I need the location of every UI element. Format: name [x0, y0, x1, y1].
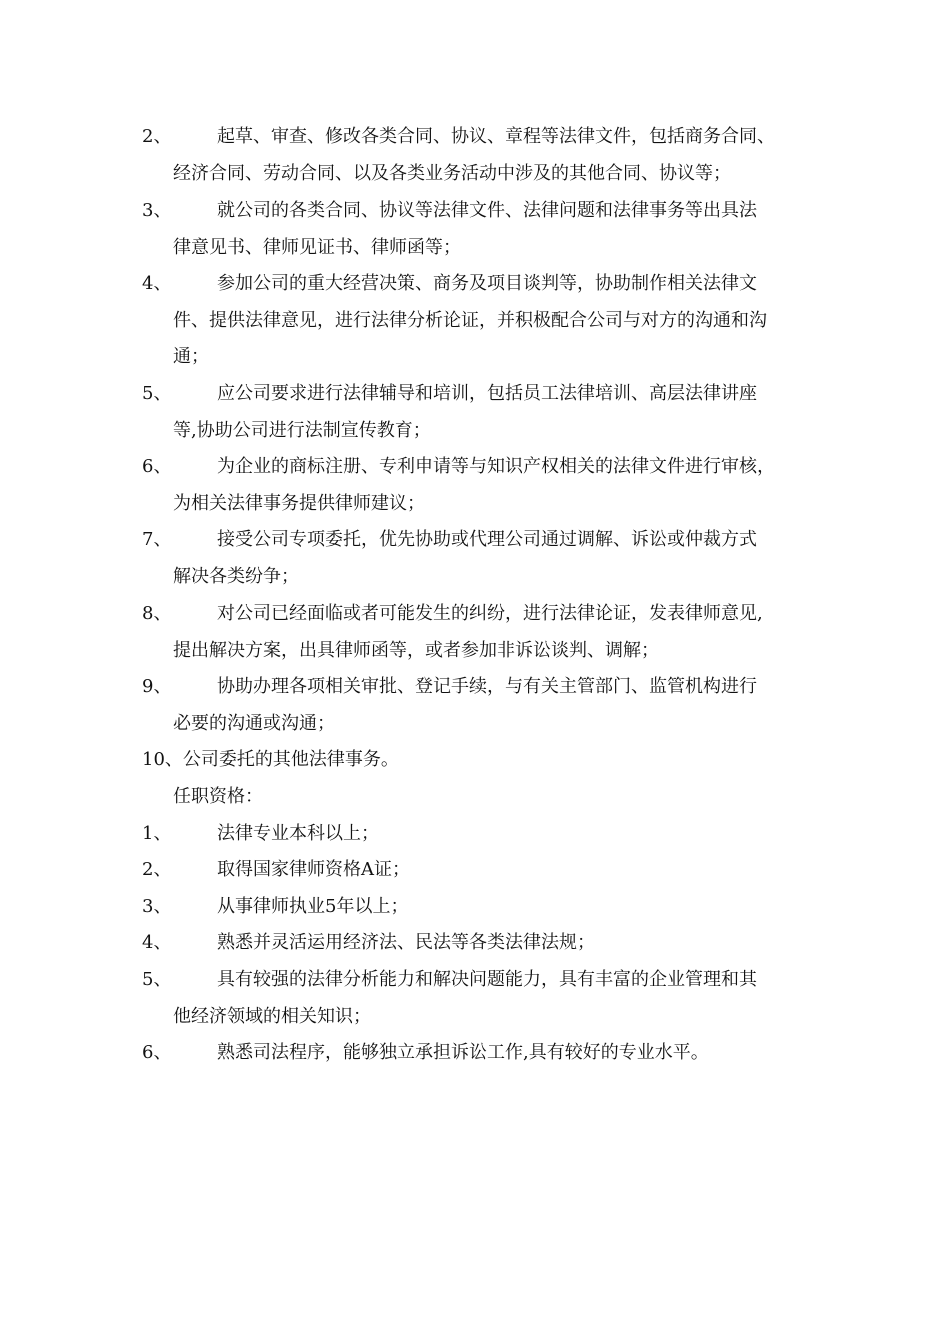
- qualification-item-4: [142, 925, 822, 962]
- item-text-line: 经济合同、劳动合同、以及各类业务活动中涉及的其他合同、协议等；: [173, 162, 731, 184]
- duty-item-10: 10、公司委托的其他法律事务。: [142, 749, 399, 770]
- item-number: 2、: [142, 859, 172, 880]
- item-number: 3、: [142, 200, 172, 221]
- duty-item-8: [142, 596, 822, 669]
- item-number: 5、: [142, 383, 172, 404]
- item-number: 5、: [142, 969, 172, 990]
- item-text-line: 件、提供法律意见，进行法律分析论证，并积极配合公司与对方的沟通和沟: [173, 309, 767, 331]
- qualification-item-3: [142, 889, 822, 926]
- duty-item-2: [142, 119, 822, 192]
- item-number: 3、: [142, 896, 172, 917]
- item-number: 8、: [142, 603, 172, 624]
- item-text-line: 就公司的各类合同、协议等法律文件、法律问题和法律事务等出具法: [217, 200, 757, 221]
- qualification-item-1: [142, 816, 822, 853]
- item-text-line: 具有较强的法律分析能力和解决问题能力，具有丰富的企业管理和其: [217, 969, 757, 990]
- qualification-item-6: [142, 1035, 822, 1072]
- item-number: 4、: [142, 273, 172, 294]
- item-text-line: 从事律师执业5年以上；: [217, 896, 409, 917]
- item-number: 6、: [142, 456, 172, 477]
- item-text-line: 必要的沟通或沟通；: [173, 712, 335, 734]
- qualifications-heading: 任职资格：: [173, 786, 263, 807]
- item-text-line: 他经济领域的相关知识；: [173, 1005, 371, 1027]
- item-number: 4、: [142, 932, 172, 953]
- qualification-item-2: [142, 852, 822, 889]
- item-text-line: 参加公司的重大经营决策、商务及项目谈判等，协助制作相关法律文: [217, 273, 757, 294]
- qualification-item-5: [142, 962, 822, 1035]
- item-text-line: 起草、审查、修改各类合同、协议、章程等法律文件，包括商务合同、: [217, 126, 775, 147]
- duty-item-3: [142, 193, 822, 266]
- duty-item-7: [142, 522, 822, 595]
- duty-item-5: [142, 376, 822, 449]
- item-text-line: 提出解决方案，出具律师函等，或者参加非诉讼谈判、调解；: [173, 639, 659, 661]
- item-number: 1、: [142, 823, 172, 844]
- item-text-line: 为相关法律事务提供律师建议；: [173, 492, 425, 514]
- item-text-line: 熟悉司法程序，能够独立承担诉讼工作,具有较好的专业水平。: [217, 1042, 709, 1063]
- item-number: 2、: [142, 126, 172, 147]
- item-text-line: 应公司要求进行法律辅导和培训，包括员工法律培训、高层法律讲座: [217, 383, 757, 404]
- item-text-line: 为企业的商标注册、专利申请等与知识产权相关的法律文件进行审核，: [217, 456, 775, 477]
- item-text-line: 等,协助公司进行法制宣传教育；: [173, 419, 431, 441]
- item-text-line: 通；: [173, 346, 209, 368]
- duty-item-9: [142, 669, 822, 742]
- item-text-line: 律意见书、律师见证书、律师函等；: [173, 236, 461, 258]
- item-text-line: 法律专业本科以上；: [217, 823, 379, 844]
- item-text-line: 取得国家律师资格A证；: [217, 859, 410, 880]
- item-text-line: 接受公司专项委托，优先协助或代理公司通过调解、诉讼或仲裁方式: [217, 529, 757, 550]
- item-text-line: 对公司已经面临或者可能发生的纠纷，进行法律论证，发表律师意见,: [217, 603, 763, 624]
- duty-item-6: [142, 449, 822, 522]
- item-text-line: 熟悉并灵活运用经济法、民法等各类法律法规；: [217, 932, 595, 953]
- item-number: 9、: [142, 676, 172, 697]
- item-text-line: 协助办理各项相关审批、登记手续，与有关主管部门、监管机构进行: [217, 676, 757, 697]
- item-text-line: 解决各类纷争；: [173, 565, 299, 587]
- item-number: 7、: [142, 529, 172, 550]
- item-number: 6、: [142, 1042, 172, 1063]
- duty-item-4: [142, 266, 822, 376]
